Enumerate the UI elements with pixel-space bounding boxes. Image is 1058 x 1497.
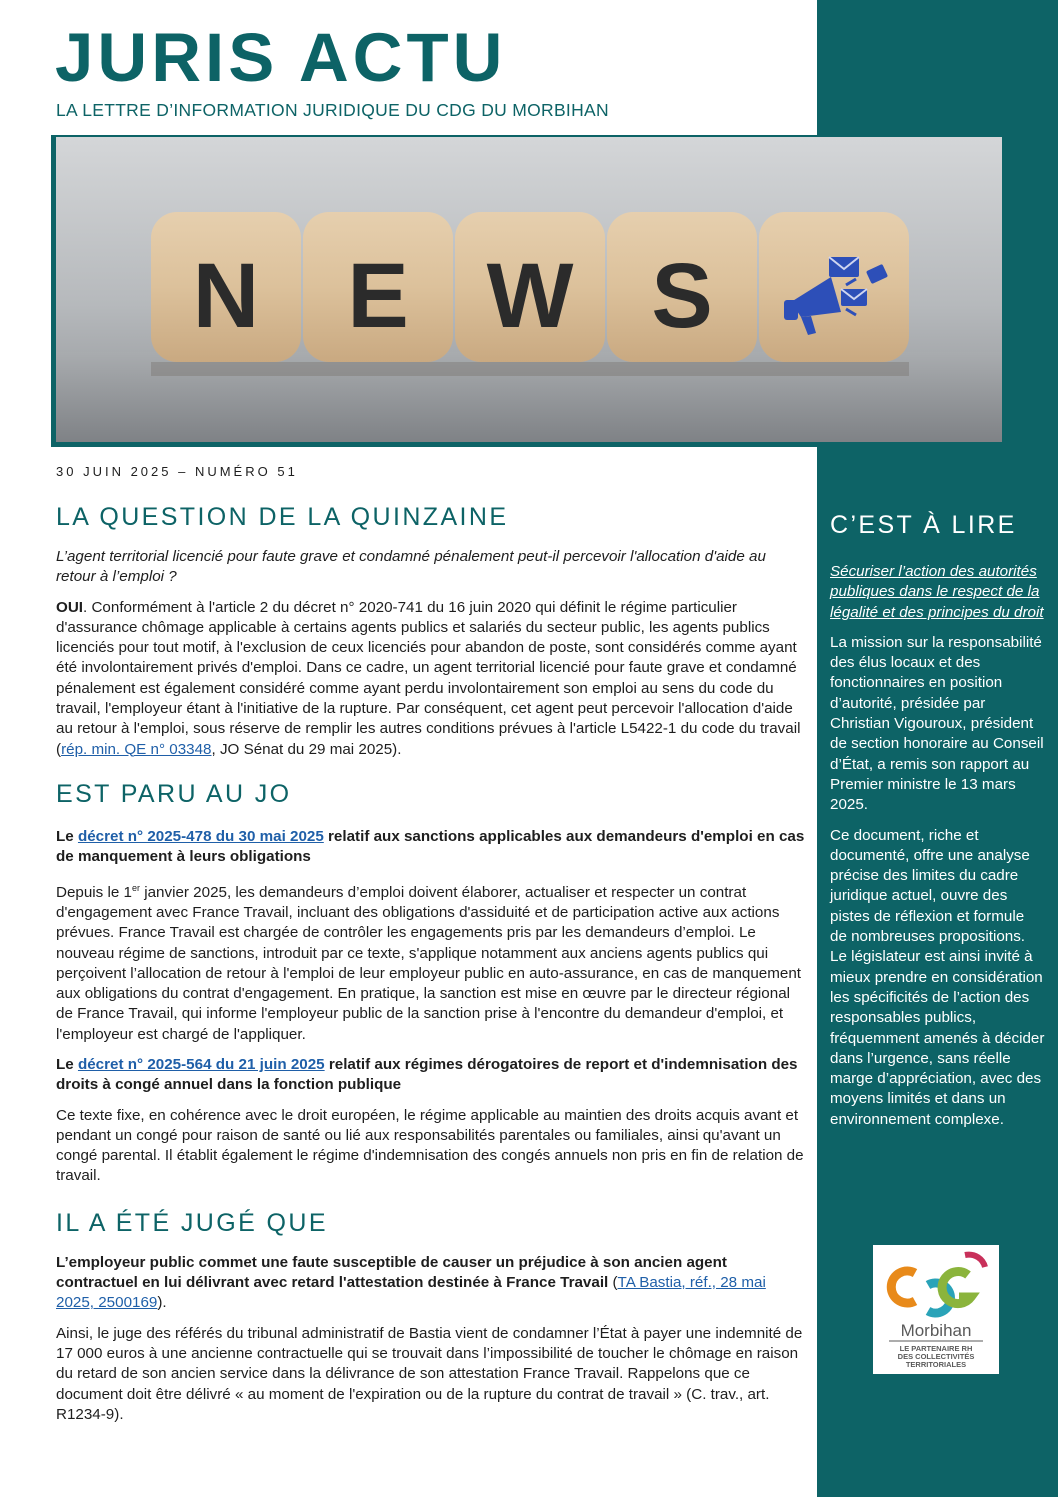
logo-tagline-1: LE PARTENAIRE RH: [899, 1344, 973, 1353]
juge-lead-bold: L’employeur public commet une faute susceptible de causer un préjudice à son ancien agent contractuel en lui délivrant avec retard l'attestation destinée à France Travail: [56, 1253, 727, 1292]
juge-lead-open: (: [608, 1274, 618, 1292]
sidebar-paragraph-1: La mission sur la responsabilité des élus locaux et des fonctionnaires en position d’autorité, présidée par Christian Vigouroux, président de section honoraire au Conseil d’État, a remis son rapport au Premier ministre le 13 mars 2025.: [830, 633, 1044, 814]
logo-tagline-3: TERRITORIALES: [905, 1360, 967, 1369]
jo-item1-title: [56, 827, 808, 868]
jo-item2-body: Ce texte fixe, en cohérence avec le droit européen, le régime applicable au maintien des droits acquis avant et pendant un congé pour raison de santé ou lié aux responsabilités parentales ou familiales, ainsi qu'avant un congé parental. Il établit également le régime d'indemnisation des congés annuels non pris en fin de relation de travail.: [56, 1106, 804, 1185]
jo-item2-title: [56, 1055, 808, 1096]
section-heading-question: LA QUESTION DE LA QUINZAINE: [56, 503, 509, 531]
answer-paragraph: [56, 598, 808, 760]
jo-item1-title-rest: relatif aux sanctions applicables aux demandeurs d'emploi en cas de manquement à leurs obligations: [56, 827, 805, 866]
answer-lead: OUI: [56, 598, 84, 616]
jo-item1-body-start: Depuis le 1: [56, 883, 132, 901]
decret-2025-564-link[interactable]: décret n° 2025-564 du 21 juin 2025: [77, 1056, 325, 1073]
newsletter-subtitle: LA LETTRE D’INFORMATION JURIDIQUE DU CDG DU MORBIHAN: [56, 100, 609, 120]
logo-name: Morbihan: [900, 1321, 972, 1340]
issue-date: 30 JUIN 2025 – NUMÉRO 51: [56, 464, 298, 479]
logo-tagline-2: DES COLLECTIVITÉS: [897, 1352, 975, 1361]
ta-bastia-link[interactable]: TA Bastia, réf., 28 mai 2025, 2500169: [56, 1274, 766, 1312]
juge-lead-close: ).: [157, 1294, 167, 1312]
question-text: L’agent territorial licencié pour faute grave et condamné pénalement peut-il percevoir l'allocation d'aide au retour à l’emploi ?: [56, 548, 766, 586]
answer-tail: , JO Sénat du 29 mai 2025).: [211, 740, 402, 758]
sidebar-report-link[interactable]: Sécuriser l’action des autorités publiques dans le respect de la légalité et des principes du droit: [830, 563, 1044, 621]
answer-reference-link[interactable]: rép. min. QE n° 03348: [61, 740, 212, 758]
news-dice-image: [56, 137, 1002, 442]
dice-letter-w: W: [486, 245, 574, 347]
jo-item1-sup: er: [131, 882, 140, 893]
sidebar-paragraph-2: Ce document, riche et documenté, offre une analyse précise des limites du cadre juridique actuel, ouvre des pistes de réflexion et formule de nombreuses propositions. Le législateur est ainsi invité à mieux prendre en considération les spécificités de l’action des responsables publics, fréquemment amenés à décider dans l’urgence, sans réelle marge d’appréciation, avec des moyens limités et dans un environnement complexe.: [830, 826, 1045, 1128]
dice-letter-n: N: [192, 245, 260, 347]
answer-body: . Conformément à l'article 2 du décret n° 2020-741 du 16 juin 2020 qui définit le régime particulier d'assurance chômage applicable à certains agents publics et salariés du secteur public, les agents publics licenciés pour tout motif, à l'exclusion de ceux licenciés pour abandon de poste, sont considérés comme ayant été involontairement privés d'emploi. Dans ce cadre, un agent territorial licencié pour faute grave et condamné pénalement est également considéré comme ayant perdu involontairement son emploi au sens du code du travail, l'employeur étant à l'initiative de la rupture. Par conséquent, cet agent peut percevoir l'allocation d'aide au retour à l'emploi, sous réserve de remplir les autres conditions prévues à l'article L5422-1 du code du travail (: [56, 598, 801, 758]
section-heading-jo: EST PARU AU JO: [56, 779, 292, 808]
hero-banner: [51, 135, 1002, 447]
dice-letter-s: S: [651, 245, 713, 347]
jo-item1-body-rest: janvier 2025, les demandeurs d’emploi doivent élaborer, actualiser et respecter un contrat d'engagement avec France Travail, incluant des obligations d'assiduité et de participation active aux actions prévues. France Travail est chargée de contrôler les engagements pris par les demandeurs d’emploi. Le nouveau régime de sanctions, introduit par ce texte, s'applique notamment aux anciens agents publics qui perçoivent l’allocation de retour à l'emploi de leur employeur public en auto-assurance, en cas de manquement aux obligations du contrat d'engagement. En pratique, la sanction est mise en œuvre par le directeur régional de France Travail, qui informe l'employeur public de la sanction prise à l'encontre du demandeur d'emploi, et l'employeur est chargé de l'appliquer.: [56, 883, 801, 1043]
main-column: [56, 500, 808, 1425]
jo-item1-body: [56, 878, 808, 1045]
sidebar-heading: C’EST À LIRE: [830, 511, 1017, 539]
juge-body: Ainsi, le juge des référés du tribunal administratif de Bastia vient de condamner l’État à payer une indemnité de 17 000 euros à une ancienne contractuelle qui se trouvait dans l’impossibilité de toucher le chômage en raison du retard de son ancien service dans la délivrance de son attestation France Travail. Rappelons que ce document doit être délivré « au moment de l'expiration ou de la rupture du contrat de travail » (C. trav., art. R1234-9).: [56, 1324, 803, 1423]
jo-item1-prefix: Le: [56, 827, 78, 845]
jo-item2-prefix: Le: [56, 1056, 78, 1073]
section-heading-juge: IL A ÉTÉ JUGÉ QUE: [56, 1208, 328, 1237]
decret-2025-478-link[interactable]: décret n° 2025-478 du 30 mai 2025: [77, 827, 324, 845]
dice-letter-e: E: [347, 245, 409, 347]
sidebar: [830, 508, 1045, 1130]
jo-item2-title-rest: relatif aux régimes dérogatoires de report et d'indemnisation des droits à congé annuel dans la fonction publique: [56, 1056, 798, 1094]
cdg-morbihan-logo: [873, 1245, 999, 1374]
juge-lead: [56, 1253, 808, 1314]
newsletter-title: JURIS ACTU: [55, 19, 507, 96]
